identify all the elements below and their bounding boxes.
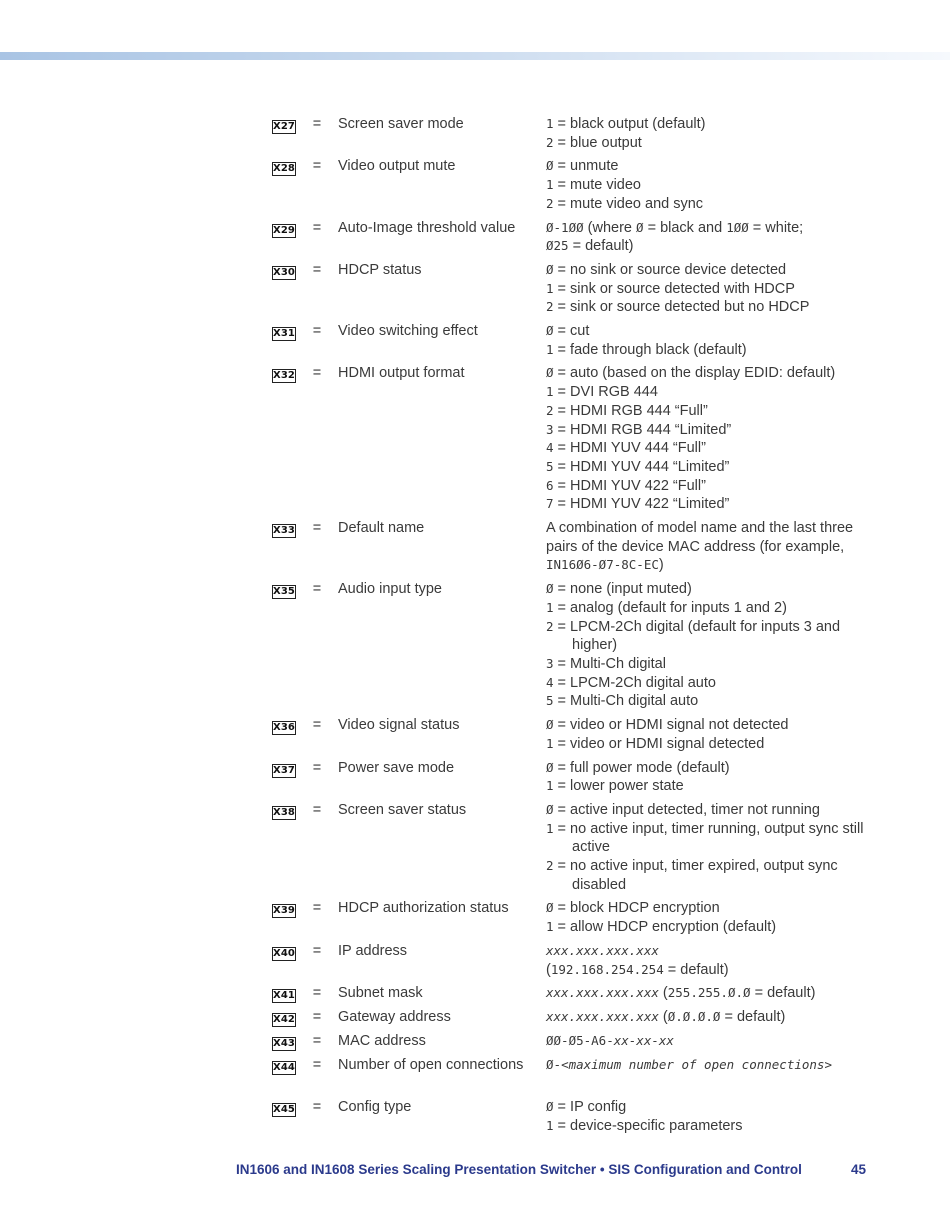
description-text: (where — [583, 219, 637, 236]
variable-badge: X32 — [273, 370, 295, 382]
description-text: = full power mode (default) — [553, 759, 730, 776]
description-text: = sink or source detected with HDCP — [553, 280, 795, 297]
code-value: 1 — [546, 341, 554, 357]
description-text: = active input detected, timer not running — [553, 801, 820, 818]
definition-row — [272, 1056, 872, 1075]
variable-badge: X41 — [273, 990, 295, 1002]
code-value: 6 — [546, 477, 554, 493]
description-line — [546, 157, 872, 176]
variable-label: HDCP status — [338, 261, 422, 278]
variable-description — [546, 261, 872, 317]
variable-badge: X36 — [273, 722, 295, 734]
description-text: = no active input, timer running, output sync still active — [553, 820, 864, 856]
description-line — [546, 322, 872, 341]
variable-label: Screen saver status — [338, 801, 467, 818]
description-line — [546, 364, 872, 383]
code-value: Ø- — [546, 1057, 562, 1073]
description-line — [546, 1117, 872, 1136]
description-text: = LPCM-2Ch digital auto — [553, 674, 716, 691]
description-text: = unmute — [553, 158, 619, 175]
variable-description — [546, 219, 872, 256]
variable-badge: X31 — [273, 328, 295, 340]
description-line — [546, 115, 872, 134]
code-value: 3 — [546, 421, 554, 437]
variable-badge: X29 — [273, 224, 295, 236]
code-value: 7 — [546, 496, 554, 512]
variable-badge: X33 — [273, 525, 295, 537]
description-text: = DVI RGB 444 — [553, 384, 658, 401]
variable-description — [546, 801, 872, 895]
description-line — [546, 1056, 872, 1075]
equals-sign: = — [312, 520, 322, 537]
description-text: = analog (default for inputs 1 and 2) — [553, 599, 787, 616]
equals-sign: = — [312, 323, 322, 340]
description-line — [546, 820, 872, 857]
variable-label: Number of open connections — [338, 1057, 524, 1074]
description-line — [546, 383, 872, 402]
description-text: = LPCM-2Ch digital (default for inputs 3 and higher) — [553, 618, 841, 654]
variable-badge: X38 — [273, 806, 295, 818]
code-value: xxx.xxx.xxx.xxx — [546, 942, 659, 958]
description-line — [546, 341, 872, 360]
code-value: Ø — [546, 261, 554, 277]
variable-badge: X43 — [273, 1038, 295, 1050]
variable-description — [546, 115, 872, 152]
code-value: Ø — [636, 219, 644, 235]
equals-sign: = — [312, 1009, 322, 1026]
equals-sign: = — [312, 1033, 322, 1050]
description-line — [546, 298, 872, 317]
variable-description — [546, 322, 872, 359]
description-line — [546, 1032, 872, 1051]
description-text: = video or HDMI signal detected — [553, 735, 765, 752]
code-value: 2 — [546, 299, 554, 315]
code-value: 2 — [546, 402, 554, 418]
description-text: = HDMI RGB 444 “Limited” — [553, 421, 732, 438]
description-line — [546, 538, 872, 557]
description-text: = auto (based on the display EDID: default) — [553, 365, 836, 382]
code-value: 2 — [546, 618, 554, 634]
description-text: = black output (default) — [553, 116, 706, 132]
code-value: Ø — [546, 323, 554, 339]
code-value: <maximum number of open connections> — [561, 1057, 832, 1073]
variable-badge: X45 — [273, 1104, 295, 1116]
description-text: = HDMI YUV 444 “Full” — [553, 440, 706, 457]
description-line — [546, 477, 872, 496]
description-line — [546, 674, 872, 693]
description-text: = default) — [663, 961, 729, 978]
description-line — [546, 857, 872, 894]
code-value: Ø — [546, 581, 554, 597]
description-text: = device-specific parameters — [553, 1117, 743, 1134]
variable-description — [546, 1032, 872, 1051]
description-text: = HDMI YUV 444 “Limited” — [553, 458, 730, 475]
description-line — [546, 692, 872, 711]
variable-description — [546, 157, 872, 213]
description-line — [546, 495, 872, 514]
description-line — [546, 599, 872, 618]
code-value: Ø.Ø.Ø.Ø — [667, 1009, 721, 1025]
code-value: 1 — [546, 735, 554, 751]
code-value: Ø — [546, 717, 554, 733]
description-text: = default) — [750, 985, 816, 1002]
code-value: xxx.xxx.xxx.xxx — [546, 985, 659, 1001]
description-line — [546, 421, 872, 440]
description-line — [546, 134, 872, 153]
description-text: = mute video and sync — [553, 195, 704, 212]
description-line — [546, 176, 872, 195]
description-text: = Multi-Ch digital — [553, 655, 666, 672]
description-line — [546, 984, 872, 1003]
definition-row — [272, 1098, 872, 1135]
description-line — [546, 942, 872, 961]
description-line — [546, 777, 872, 796]
equals-sign: = — [312, 116, 322, 132]
description-text: = HDMI YUV 422 “Full” — [553, 477, 706, 494]
description-line — [546, 261, 872, 280]
variable-label: Config type — [338, 1099, 412, 1116]
equals-sign: = — [312, 261, 322, 278]
description-text: = sink or source detected but no HDCP — [553, 299, 810, 316]
definition-row — [272, 219, 872, 256]
code-value: 4 — [546, 440, 554, 456]
code-value: 1 — [546, 177, 554, 193]
code-value: Ø — [546, 759, 554, 775]
equals-sign: = — [312, 158, 322, 175]
code-value: 1ØØ — [726, 219, 749, 235]
variable-label: Video output mute — [338, 158, 456, 175]
variable-badge: X37 — [273, 764, 295, 776]
variable-description — [546, 364, 872, 514]
equals-sign: = — [312, 1057, 322, 1074]
footer-title: IN1606 and IN1608 Series Scaling Presentation Switcher • SIS Configuration and Control — [236, 1162, 802, 1177]
code-value: Ø-1ØØ — [546, 219, 584, 235]
variable-badge: X27 — [273, 121, 295, 132]
definition-row — [272, 1008, 872, 1027]
description-text: = no active input, timer expired, output sync disabled — [553, 858, 838, 893]
code-value: 4 — [546, 674, 554, 690]
variable-description — [546, 716, 872, 753]
variable-description — [546, 759, 872, 796]
code-value: IN16Ø6-Ø7-8C-EC — [546, 557, 659, 573]
variable-description — [546, 1008, 872, 1027]
description-line — [546, 1098, 872, 1117]
definition-row — [272, 942, 872, 979]
description-line — [546, 655, 872, 674]
definition-row — [272, 364, 872, 514]
description-text: A combination of model name and the last three — [546, 520, 854, 537]
code-value: 1 — [546, 820, 554, 836]
code-value: xxx.xxx.xxx.xxx — [546, 1009, 659, 1025]
variable-description — [546, 899, 872, 936]
code-value: 1 — [546, 1117, 554, 1133]
description-text: = none (input muted) — [553, 581, 692, 598]
description-text: = default) — [568, 238, 634, 255]
description-text: ( — [546, 961, 551, 978]
description-text: = Multi-Ch digital auto — [553, 693, 699, 710]
variable-description — [546, 1056, 872, 1075]
variable-description — [546, 580, 872, 711]
description-line — [546, 716, 872, 735]
description-line — [546, 801, 872, 820]
variable-badge: X28 — [273, 163, 295, 175]
description-line — [546, 735, 872, 754]
equals-sign: = — [312, 801, 322, 818]
description-line — [546, 458, 872, 477]
definition-row — [272, 801, 872, 895]
variable-label: MAC address — [338, 1033, 426, 1050]
code-value: 2 — [546, 195, 554, 211]
code-value: Ø — [546, 801, 554, 817]
variable-label: HDMI output format — [338, 365, 465, 382]
description-text: = allow HDCP encryption (default) — [553, 919, 777, 936]
page-footer — [236, 1162, 866, 1177]
description-text: ( — [658, 1009, 668, 1026]
description-line — [546, 759, 872, 778]
equals-sign: = — [312, 759, 322, 776]
description-line — [546, 402, 872, 421]
code-value: 1 — [546, 116, 554, 131]
variable-label: Subnet mask — [338, 985, 423, 1002]
description-line — [546, 195, 872, 214]
description-text: = blue output — [553, 134, 642, 151]
code-value: 1 — [546, 599, 554, 615]
equals-sign: = — [312, 942, 322, 959]
header-gradient-bar — [0, 52, 950, 60]
definition-row — [272, 984, 872, 1003]
description-line — [546, 519, 872, 538]
code-value: 1 — [546, 384, 554, 400]
definition-row — [272, 322, 872, 359]
code-value: 5 — [546, 458, 554, 474]
code-value: 2 — [546, 134, 554, 150]
description-line — [546, 237, 872, 256]
variable-label: IP address — [338, 942, 408, 959]
description-text: = HDMI YUV 422 “Limited” — [553, 496, 730, 513]
variable-label: Power save mode — [338, 759, 455, 776]
variable-description — [546, 942, 872, 979]
code-value: ØØ-Ø5-A6- — [546, 1033, 614, 1049]
definition-row — [272, 261, 872, 317]
description-text: = IP config — [553, 1099, 627, 1116]
description-text: = white; — [748, 219, 804, 236]
description-text: ( — [658, 985, 668, 1002]
definition-row — [272, 157, 872, 213]
definition-row — [272, 580, 872, 711]
code-value: 255.255.Ø.Ø — [667, 985, 751, 1001]
description-line — [546, 1008, 872, 1027]
definition-row — [272, 899, 872, 936]
variable-badge: X35 — [273, 586, 295, 598]
code-value: 3 — [546, 655, 554, 671]
definition-row — [272, 759, 872, 796]
description-text: = no sink or source device detected — [553, 261, 787, 278]
definition-row — [272, 716, 872, 753]
code-value: 192.168.254.254 — [550, 961, 664, 977]
variable-label: Video signal status — [338, 717, 460, 734]
equals-sign: = — [312, 985, 322, 1002]
variable-badge: X44 — [273, 1062, 295, 1074]
variable-badge: X39 — [273, 905, 295, 917]
description-text: ) — [658, 557, 664, 574]
description-line — [546, 899, 872, 918]
equals-sign: = — [312, 365, 322, 382]
variable-label: Gateway address — [338, 1009, 451, 1026]
variable-definitions-list — [272, 115, 872, 1141]
code-value: Ø — [546, 1099, 554, 1115]
description-line — [546, 280, 872, 299]
description-text: = video or HDMI signal not detected — [553, 717, 789, 734]
code-value: 1 — [546, 280, 554, 296]
description-line — [546, 618, 872, 655]
code-value: 5 — [546, 693, 554, 709]
description-text: = mute video — [553, 177, 641, 194]
variable-badge: X40 — [273, 947, 295, 959]
variable-badge: X42 — [273, 1014, 295, 1026]
variable-label: Screen saver mode — [338, 116, 464, 132]
variable-label: HDCP authorization status — [338, 900, 509, 917]
equals-sign: = — [312, 581, 322, 598]
variable-description — [546, 519, 872, 575]
code-value: Ø — [546, 365, 554, 381]
description-line — [546, 961, 872, 980]
definition-row — [272, 1032, 872, 1051]
variable-badge: X30 — [273, 266, 295, 278]
description-line — [546, 439, 872, 458]
description-text: pairs of the device MAC address (for example, — [546, 538, 845, 555]
variable-description — [546, 984, 872, 1003]
equals-sign: = — [312, 1099, 322, 1116]
equals-sign: = — [312, 219, 322, 236]
code-value: Ø — [546, 900, 554, 916]
page-number: 45 — [850, 1162, 866, 1177]
code-value: Ø25 — [546, 238, 569, 254]
code-value: 2 — [546, 858, 554, 874]
code-value: 1 — [546, 919, 554, 935]
description-line — [546, 918, 872, 937]
code-value: 1 — [546, 778, 554, 794]
description-line — [546, 219, 872, 238]
description-text: = black and — [643, 219, 727, 236]
description-text: = block HDCP encryption — [553, 900, 720, 917]
equals-sign: = — [312, 900, 322, 917]
definition-row — [272, 519, 872, 575]
variable-label: Video switching effect — [338, 323, 478, 340]
variable-label: Audio input type — [338, 581, 442, 598]
equals-sign: = — [312, 717, 322, 734]
description-text: = HDMI RGB 444 “Full” — [553, 402, 708, 419]
description-text: = fade through black (default) — [553, 341, 747, 358]
variable-label: Auto-Image threshold value — [338, 219, 516, 236]
variable-label: Default name — [338, 520, 425, 537]
description-line — [546, 556, 872, 575]
variable-description — [546, 1098, 872, 1135]
code-value: xx-xx-xx — [613, 1033, 674, 1049]
definition-row — [272, 115, 872, 152]
code-value: Ø — [546, 158, 554, 174]
description-line — [546, 580, 872, 599]
description-text: = cut — [553, 323, 590, 340]
description-text: = default) — [720, 1009, 786, 1026]
description-text: = lower power state — [553, 778, 684, 795]
